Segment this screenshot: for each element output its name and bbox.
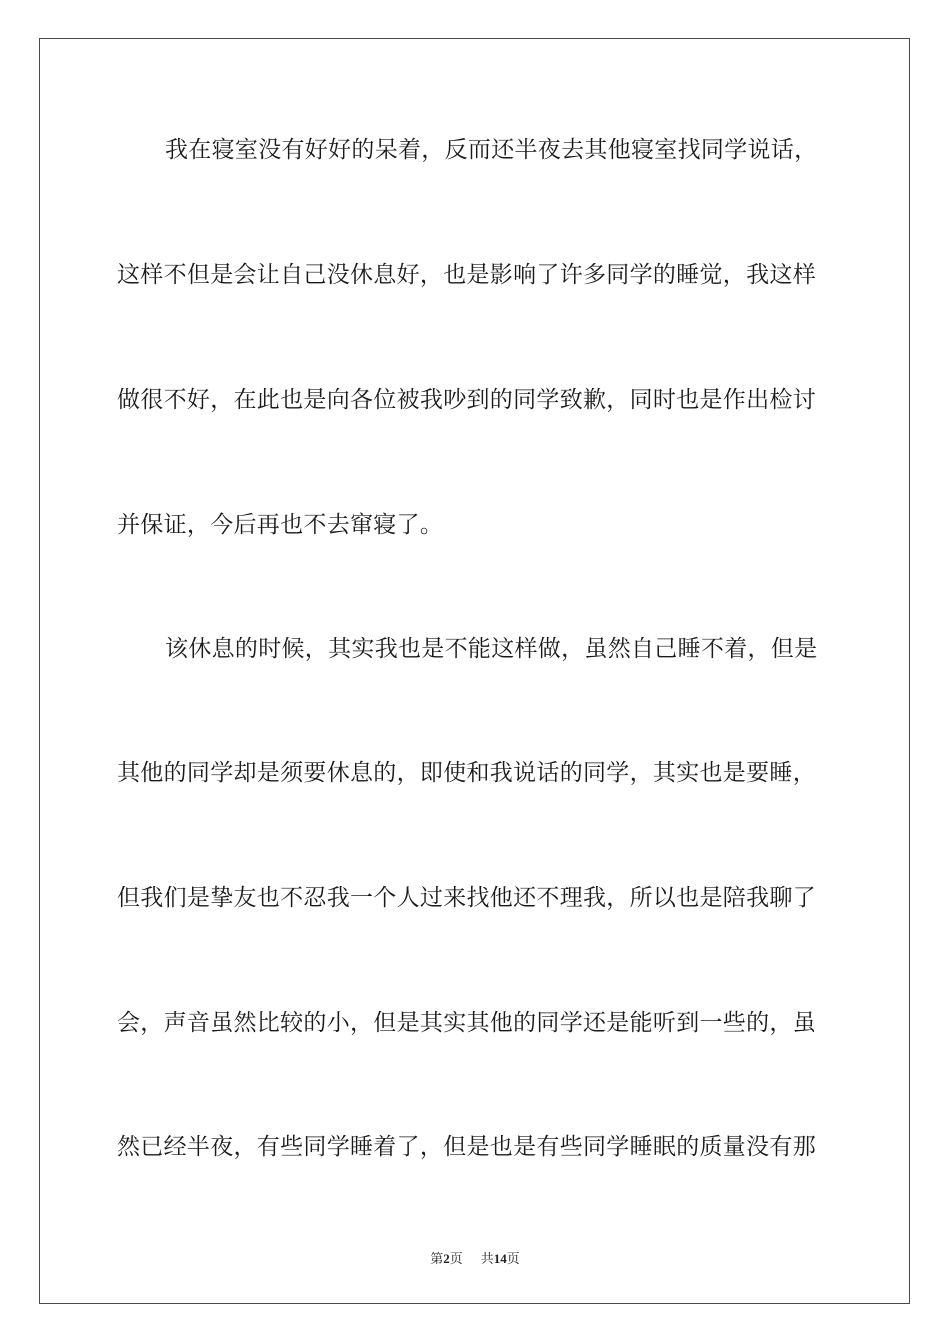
total-prefix: 共 [480, 1252, 494, 1267]
paragraph-2-line-5: 然已经半夜，有些同学睡着了，但是也是有些同学睡眠的质量没有那 [117, 1134, 816, 1160]
paragraph-2-line-3: 但我们是挚友也不忍我一个人过来找他还不理我，所以也是陪我聊了 [117, 885, 816, 911]
page-footer [0, 1248, 950, 1267]
paragraph-1-line-1: 我在寝室没有好好的呆着，反而还半夜去其他寝室找同学说话， [165, 137, 818, 163]
total-suffix: 页 [506, 1252, 520, 1267]
paragraph-1-line-2: 这样不但是会让自己没休息好，也是影响了许多同学的睡觉，我这样 [117, 262, 816, 288]
page-suffix: 页 [449, 1252, 463, 1267]
total-pages: 14 [493, 1251, 507, 1266]
paragraph-1-line-4: 并保证，今后再也不去窜寝了。 [117, 512, 444, 538]
paragraph-2-line-4: 会，声音虽然比较的小，但是其实其他的同学还是能听到一些的，虽 [117, 1010, 816, 1036]
paragraph-2-line-1: 该休息的时候，其实我也是不能这样做，虽然自己睡不着，但是 [165, 636, 818, 662]
paragraph-1-line-3: 做很不好，在此也是向各位被我吵到的同学致歉，同时也是作出检讨 [117, 387, 816, 413]
paragraph-2-line-2: 其他的同学却是须要休息的，即使和我说话的同学，其实也是要睡， [117, 760, 816, 786]
page-prefix: 第 [430, 1252, 444, 1267]
page-number: 2 [443, 1251, 450, 1266]
page-border [39, 38, 910, 1304]
